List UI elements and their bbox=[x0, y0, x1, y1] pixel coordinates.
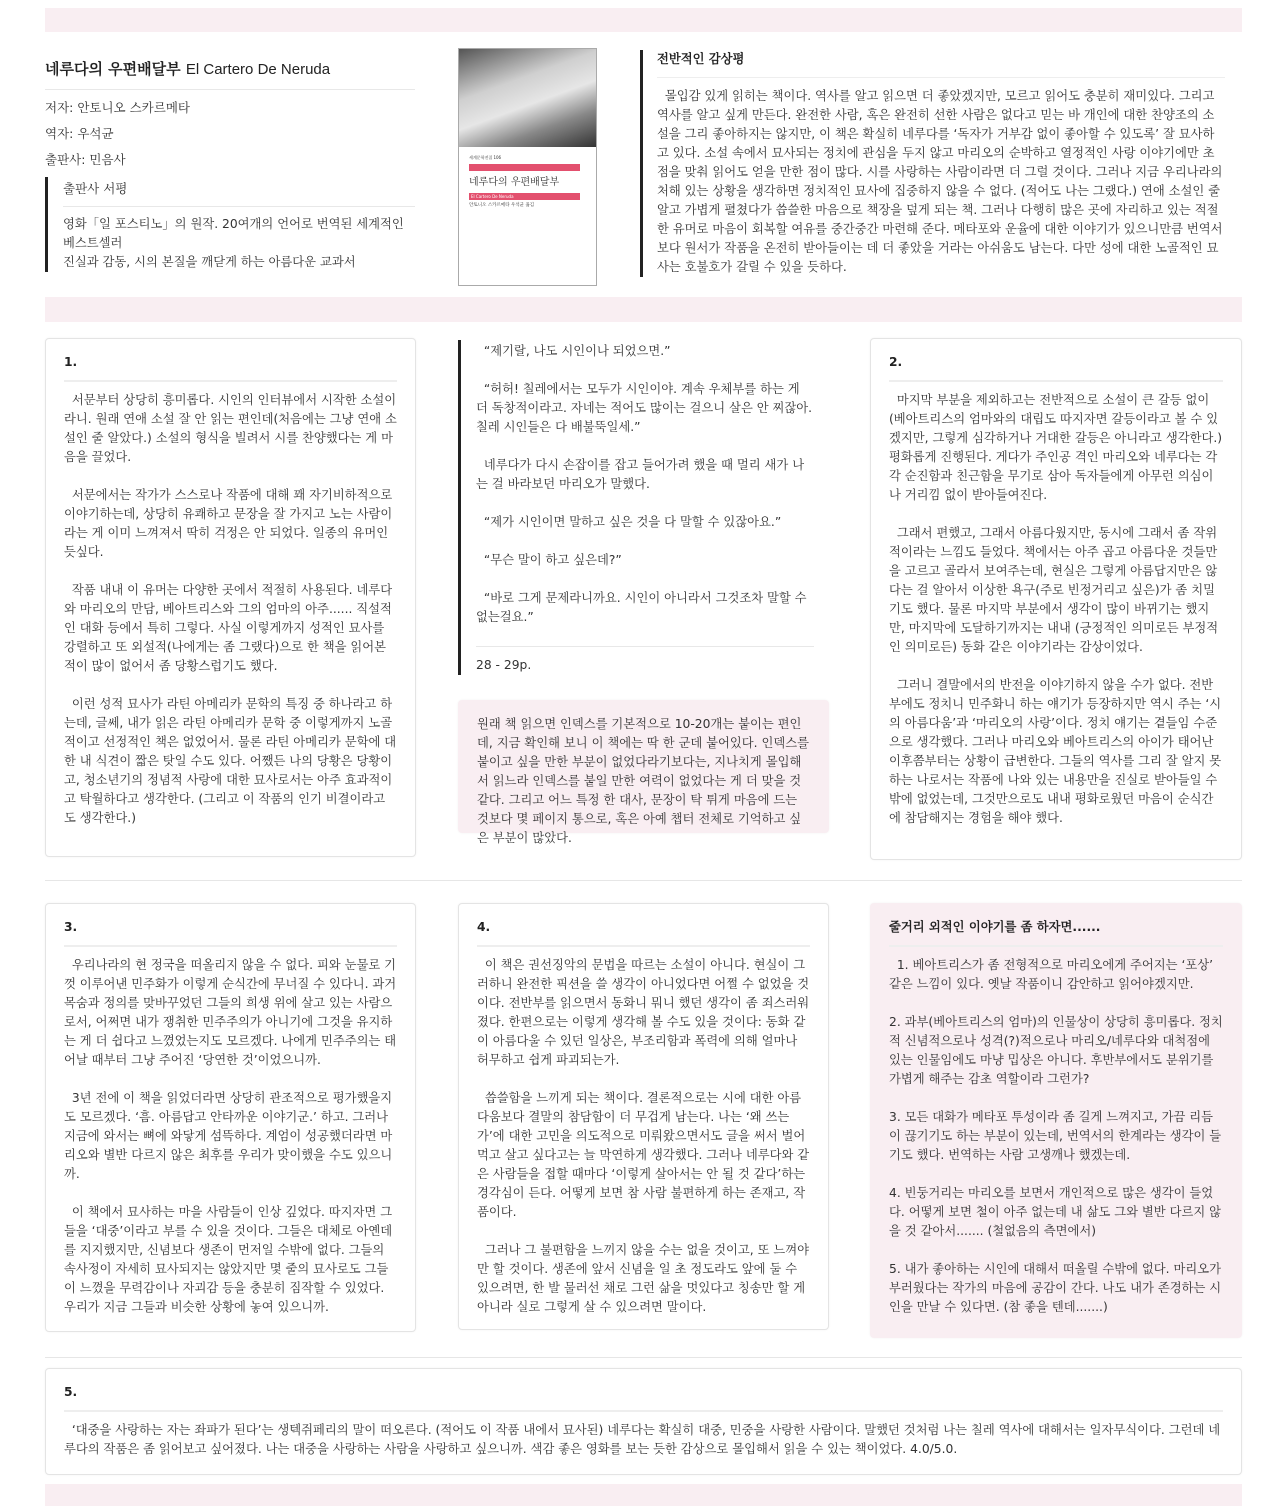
title-english: El Cartero De Neruda bbox=[185, 61, 331, 78]
cover-photo bbox=[459, 49, 596, 147]
section-heading: 5. bbox=[64, 1383, 1223, 1412]
cover-title: 네루다의 우편배달부 bbox=[469, 177, 560, 188]
paragraph: 서문에서는 작가가 스스로나 작품에 대해 꽤 자기비하적으로 이야기하는데, 상당히 유쾌하고 문장을 잘 가지고 노는 사람이라는 게 이미 느껴져서 딱히 걱정은 안 되었다. 일종의 유머인 듯싶다. bbox=[64, 488, 397, 559]
aside-item: 1. 베아트리스가 좀 전형적으로 마리오에게 주어지는 ‘포상’ 같은 느낌이 있다. 옛날 작품이니 감안하고 읽어야겠지만. bbox=[889, 958, 1217, 991]
paragraph: 이 책은 권선징악의 문법을 따르는 소설이 아니다. 현실이 그러하니 완전한 픽션을 쓸 생각이 아니었다면 어쩔 수 없었을 것이다. 전반부를 읽으면서 동화니 뭐니 했던 생각이 좀 죄스러워졌다. 한편으로는 이렇게 생각해 볼 수도 있을 것이다: 동화 같이 아름다울 수 있던 일상은, 부조리함과 폭력에 의해 얼마나 허무하고 쉽게 파괴되는가. bbox=[477, 958, 810, 1067]
section-4 bbox=[458, 903, 829, 1330]
paragraph: 마지막 부분을 제외하고는 전반적으로 소설이 큰 갈등 없이 (베아트리스의 엄마와의 대립도 따지자면 갈등이라고 볼 수 있겠지만, 그렇게 심각하거나 거대한 갈등은 아니라고 생각한다.) 평화롭게 진행된다. 게다가 주인공 격인 마리오와 네루다는 각각 순진함과 친근함을 무기로 삼아 독자들에게 아무런 의심이나 거리낌 없이 받아들여진다. bbox=[889, 393, 1226, 502]
section-3 bbox=[45, 903, 416, 1332]
publisher-review-line: 진실과 감동, 시의 본질을 깨닫게 하는 아름다운 교과서 bbox=[63, 255, 356, 269]
paragraph: ‘대중을 사랑하는 자는 좌파가 된다’는 생텍쥐페리의 말이 떠오른다. (적어도 이 작품 내에서 묘사된) 네루다는 확실히 대중, 민중을 사랑한 사람이다. 말했던 것처럼 나는 칠레 역사에 대해서는 일자무식이다. 그런데 네루다의 작품은 좀 읽어보고 싶어졌다. 나는 대중을 사랑하는 사람을 사랑하고 싶으니까. 색감 좋은 영화를 보는 듯한 감상으로 몰입해서 읽을 수 있는 책이었다. 4.0/5.0. bbox=[64, 1423, 1221, 1456]
paragraph: 씁쓸함을 느끼게 되는 책이다. 결론적으로는 시에 대한 아름다움보다 결말의 참담함이 더 무겁게 남는다. 나는 ‘왜 쓰는가’에 대한 고민을 의도적으로 미뤄왔으면서도 글을 써서 벌어 먹고 살고 싶다고는 늘 막연하게 생각했다. 그러나 네루다와 같은 사람들을 접할 때마다 ‘이렇게 살아서는 안 될 것 같다’하는 경각심이 든다. 어떻게 보면 참 사람 불편하게 하는 존재고, 작품이다. bbox=[477, 1091, 810, 1219]
note-text: 원래 책 읽으면 인덱스를 기본적으로 10-20개는 붙이는 편인데, 지금 확인해 보니 이 책에는 딱 한 군데 붙어있다. 인덱스를 붙이고 싶을 만한 부분이 없었다라기보다는, 지나치게 몰입해서 읽느라 인덱스를 붙일 만한 여력이 없었다는 게 더 맞을 것 같다. 그리고 어느 특정 한 대사, 문장이 탁 튀게 마음에 드는 것보다 몇 페이지 통으로, 혹은 아예 챕터 전체로 기억하고 싶은 부분이 많았다. bbox=[477, 717, 809, 845]
section-heading: 4. bbox=[477, 918, 810, 947]
cover-series: 세계문학전집 106 bbox=[469, 155, 502, 160]
section-5 bbox=[45, 1368, 1242, 1475]
cover-bar bbox=[469, 164, 580, 171]
divider bbox=[476, 646, 814, 647]
translator: 역자: 우석균 bbox=[45, 126, 114, 141]
aside-item: 5. 내가 좋아하는 시인에 대해서 떠올릴 수밖에 없다. 마리오가 부러웠다는 작가의 마음에 공감이 간다. 나도 내가 존경하는 시인을 만날 수 있다면. (참 좋을 텐데.......) bbox=[889, 1262, 1225, 1314]
divider bbox=[63, 206, 415, 207]
paragraph: 그러나 그 불편함을 느끼지 않을 수는 없을 것이고, 또 느껴야만 할 것이다. 생존에 앞서 신념을 일 초 정도라도 앞에 둘 수 있으려면, 한 발 물러선 채로 그런 삶을 멋있다고 칭송만 할 게 아니라 실로 그렇게 살 수 있으려면 말이다. bbox=[477, 1243, 810, 1314]
book-cover-image bbox=[458, 48, 597, 286]
quote-paragraph: 네루다가 다시 손잡이를 잡고 들어가려 했을 때 멀리 새가 나는 걸 바라보던 마리오가 말했다. bbox=[476, 458, 805, 491]
top-banner bbox=[45, 8, 1242, 32]
quote-paragraph: “제기랄, 나도 시인이나 되었으면.” bbox=[476, 344, 671, 358]
cover-author: 안토니오 스카르메타 우석균 옮김 bbox=[469, 203, 535, 208]
paragraph: 서문부터 상당히 흥미롭다. 시인의 인터뷰에서 시작한 소설이라니. 원래 연애 소설 잘 안 읽는 편인데(처음에는 그냥 연애 소설인 줄 알았다.) 소설의 형식을 빌려서 시를 찬양했다는 게 마음을 끌었다. bbox=[64, 393, 397, 464]
author: 저자: 안토니오 스카르메타 bbox=[45, 100, 190, 115]
aside-notes bbox=[870, 903, 1242, 1338]
paragraph: 그러니 결말에서의 반전을 이야기하지 않을 수가 없다. 전반부에도 정치니 민주화니 하는 얘기가 등장하지만 역시 주는 ‘시의 아름다움’과 ‘마리오의 사랑’이다. 정치 얘기는 곁들임 수준으로 생각했다. 그러나 마리오와 베아트리스의 아이가 태어난 이후쯤부터는 상황이 급변한다. 그들의 역사를 그리 잘 알지 못하는 나로서는 작품에 나와 있는 내용만을 진실로 받아들일 수밖에 없었는데, 그것만으로도 내내 평화로웠던 마음이 순식간에 참담해지는 경험을 해야 했다. bbox=[889, 678, 1222, 825]
index-note bbox=[458, 700, 829, 845]
publisher: 출판사: 민음사 bbox=[45, 152, 126, 167]
quote-paragraph: “바로 그게 문제라니까요. 시인이 아니라서 그것조차 말할 수 없는걸요.” bbox=[476, 591, 811, 624]
cover-subtitle: El Cartero De Neruda bbox=[469, 193, 580, 200]
section-heading: 3. bbox=[64, 918, 397, 947]
quote-paragraph: “제가 시인이면 말하고 싶은 것을 다 말할 수 있잖아요.” bbox=[476, 515, 782, 529]
section-2 bbox=[870, 338, 1242, 860]
publisher-review bbox=[45, 177, 415, 272]
aside-item: 4. 빈둥거리는 마리오를 보면서 개인적으로 많은 생각이 들었다. 어떻게 보면 철이 아주 없는데 내 삶도 그와 별반 다르지 않을 것 같아서....... (철없음의 측면에서) bbox=[889, 1186, 1221, 1238]
divider bbox=[45, 880, 1242, 881]
section-banner bbox=[45, 297, 1242, 322]
publisher-review-heading: 출판사 서평 bbox=[63, 181, 128, 196]
overall-review-heading: 전반적인 감상평 bbox=[657, 50, 1225, 78]
book-quote bbox=[458, 340, 814, 675]
book-info bbox=[45, 58, 415, 272]
aside-item: 3. 모든 대화가 메타포 투성이라 좀 길게 느껴지고, 가끔 리듬이 끊기기도 하는 부분이 있는데, 번역서의 한계라는 생각이 들기도 했다. 번역하는 사람 고생깨나 했겠는데. bbox=[889, 1110, 1222, 1162]
paragraph: 3년 전에 이 책을 읽었더라면 상당히 관조적으로 평가했을지도 모르겠다. ‘흠. 아름답고 안타까운 이야기군.’ 하고. 그러나 지금에 와서는 뼈에 와닿게 섬뜩하다. 계엄이 성공했더라면 마리오와 별반 다르지 않은 최후를 우리가 맞이했을 수도 있으니까. bbox=[64, 1091, 393, 1181]
paragraph: 이 책에서 묘사하는 마을 사람들이 인상 깊었다. 따지자면 그들을 ‘대중’이라고 부를 수 있을 것이다. 그들은 대체로 아옌데를 지지했지만, 신념보다 생존이 먼저일 수밖에 없다. 그들의 속사정이 자세히 묘사되지는 않았지만 몇 줄의 묘사로도 그들이 느꼈을 무력감이나 자괴감 등을 충분히 짐작할 수 있었다. 우리가 지금 그들과 비슷한 상황에 놓여 있으니까. bbox=[64, 1205, 393, 1314]
bottom-banner bbox=[45, 1484, 1242, 1506]
quote-source: 28 - 29p. bbox=[476, 658, 532, 672]
divider bbox=[45, 89, 415, 90]
book-title bbox=[45, 58, 415, 81]
publisher-review-line: 영화「일 포스티노」의 원작. 20여개의 언어로 번역된 세계적인 베스트셀러 bbox=[63, 217, 404, 250]
section-heading: 1. bbox=[64, 353, 397, 382]
overall-review bbox=[640, 50, 1225, 277]
quote-paragraph: “무슨 말이 하고 싶은데?” bbox=[476, 553, 622, 567]
paragraph: 우리나라의 현 정국을 떠올리지 않을 수 없다. 피와 눈물로 기껏 이루어낸 민주화가 이렇게 순식간에 무너질 수 있다니. 과거 목숨과 정의를 맞바꾸었던 그들의 희생 위에 살고 있는 사람으로서, 어쩌면 내가 쟁취한 민주주의가 아니기에 그것을 유지하는 게 더 쉽다고 느꼈었는지도 모르겠다. 나에게 민주주의는 태어날 때부터 그냥 주어진 ‘당연한 것’이었으니까. bbox=[64, 958, 401, 1067]
paragraph: 이런 성적 묘사가 라틴 아메리카 문학의 특징 중 하나라고 하는데, 글쎄, 내가 읽은 라틴 아메리카 문학 중 이렇게까지 노골적이고 선정적인 책은 없었어서. 물론 라틴 아메리카 문학에 대한 내 식견이 짧은 탓일 수도 있다. 어쨌든 나의 당황은 당황이고, 청소년기의 정념적 사랑에 대한 묘사로서는 아주 효과적이고 탁월하다고 생각한다. (그리고 이 작품의 인기 비결이라고도 생각한다.) bbox=[64, 697, 397, 825]
title-korean: 네루다의 우편배달부 bbox=[45, 60, 181, 78]
paragraph: 그래서 편했고, 그래서 아름다웠지만, 동시에 그래서 좀 작위적이라는 느낌도 들었다. 책에서는 아주 곱고 아름다운 것들만을 고르고 골라서 보여주는데, 현실은 그렇게 아름답지만은 않다는 걸 알아서 이상한 욕구(주로 빈정거리고 싶은)가 좀 치밀기도 했다. 물론 마지막 부분에서 생각이 많이 바뀌기는 했지만, 마지막에 도달하기까지는 내내 (긍정적인 의미로든 부정적인 의미로든) 동화 같은 이야기라는 감상이었다. bbox=[889, 526, 1219, 654]
paragraph: 작품 내내 이 유머는 다양한 곳에서 적절히 사용된다. 네루다와 마리오의 만담, 베아트리스와 그의 엄마의 아주...... 직설적인 대화 등에서 특히 그렇다. 사실 이렇게까지 성적인 묘사를 강렬하고 또 외설적(나에게는 좀 그랬다)으로 한 책을 읽어본 적이 많이 없어서 좀 당황스럽기도 했다. bbox=[64, 583, 393, 673]
aside-item: 2. 과부(베아트리스의 엄마)의 인물상이 상당히 흥미롭다. 정치적 신념적으로나 성격(?)적으로나 마리오/네루다와 대척점에 있는 인물임에도 마냥 밉상은 아니다. 후반부에서도 분위기를 가볍게 해주는 감초 역할이라 그런가? bbox=[889, 1015, 1223, 1086]
section-heading: 2. bbox=[889, 353, 1223, 382]
divider bbox=[45, 1357, 1242, 1358]
section-heading: 줄거리 외적인 이야기를 좀 하자면...... bbox=[889, 918, 1223, 947]
section-1 bbox=[45, 338, 416, 857]
overall-review-text: 몰입감 있게 읽히는 책이다. 역사를 알고 읽으면 더 좋았겠지만, 모르고 읽어도 충분히 재미있다. 그리고 역사를 알고 싶게 만든다. 완전한 사람, 혹은 완전히 선한 사람은 없다고 믿는 바 개인에 대한 찬양조의 소설을 그리 좋아하지는 않지만, 이 책은 확실히 네루다를 ‘독자가 거부감 없이 좋아할 수 있도록’ 잘 묘사하고 있다. 소설 속에서 묘사되는 정치에 관심을 두지 않고 마리오의 순박하고 열정적인 사랑 이야기에만 초점을 맞춰 읽어도 얻을 만한 점이 많다. 시를 사랑하는 사람이라면 더 그럴 것이다. 그러나 지금 우리나라의 처해 있는 상황을 생각하면 정치적인 묘사에 집중하지 않을 수 없다. (적어도 나는 그랬다.) 연애 소설인 줄 알고 가볍게 펼쳤다가 씁쓸한 마음으로 책장을 덮게 되는 책. 그러나 다행히 많은 곳에 자리하고 있는 적절한 유머로 마음이 회복할 여유를 중간중간 마련해 준다. 메타포와 운율에 대한 이야기가 있으니만큼 번역서보다 원서가 작품을 온전히 받아들이는 데 더 좋았을 거라는 아쉬움도 남는다. 다만 성에 대한 노골적인 묘사는 호불호가 갈릴 수 있을 듯하다. bbox=[657, 89, 1227, 274]
quote-paragraph: “허허! 칠레에서는 모두가 시인이야. 계속 우체부를 하는 게 더 독창적이라고. 자네는 적어도 많이는 걸으니 살은 안 찌잖아. 칠레 시인들은 다 배불뚝일세.” bbox=[476, 382, 816, 434]
